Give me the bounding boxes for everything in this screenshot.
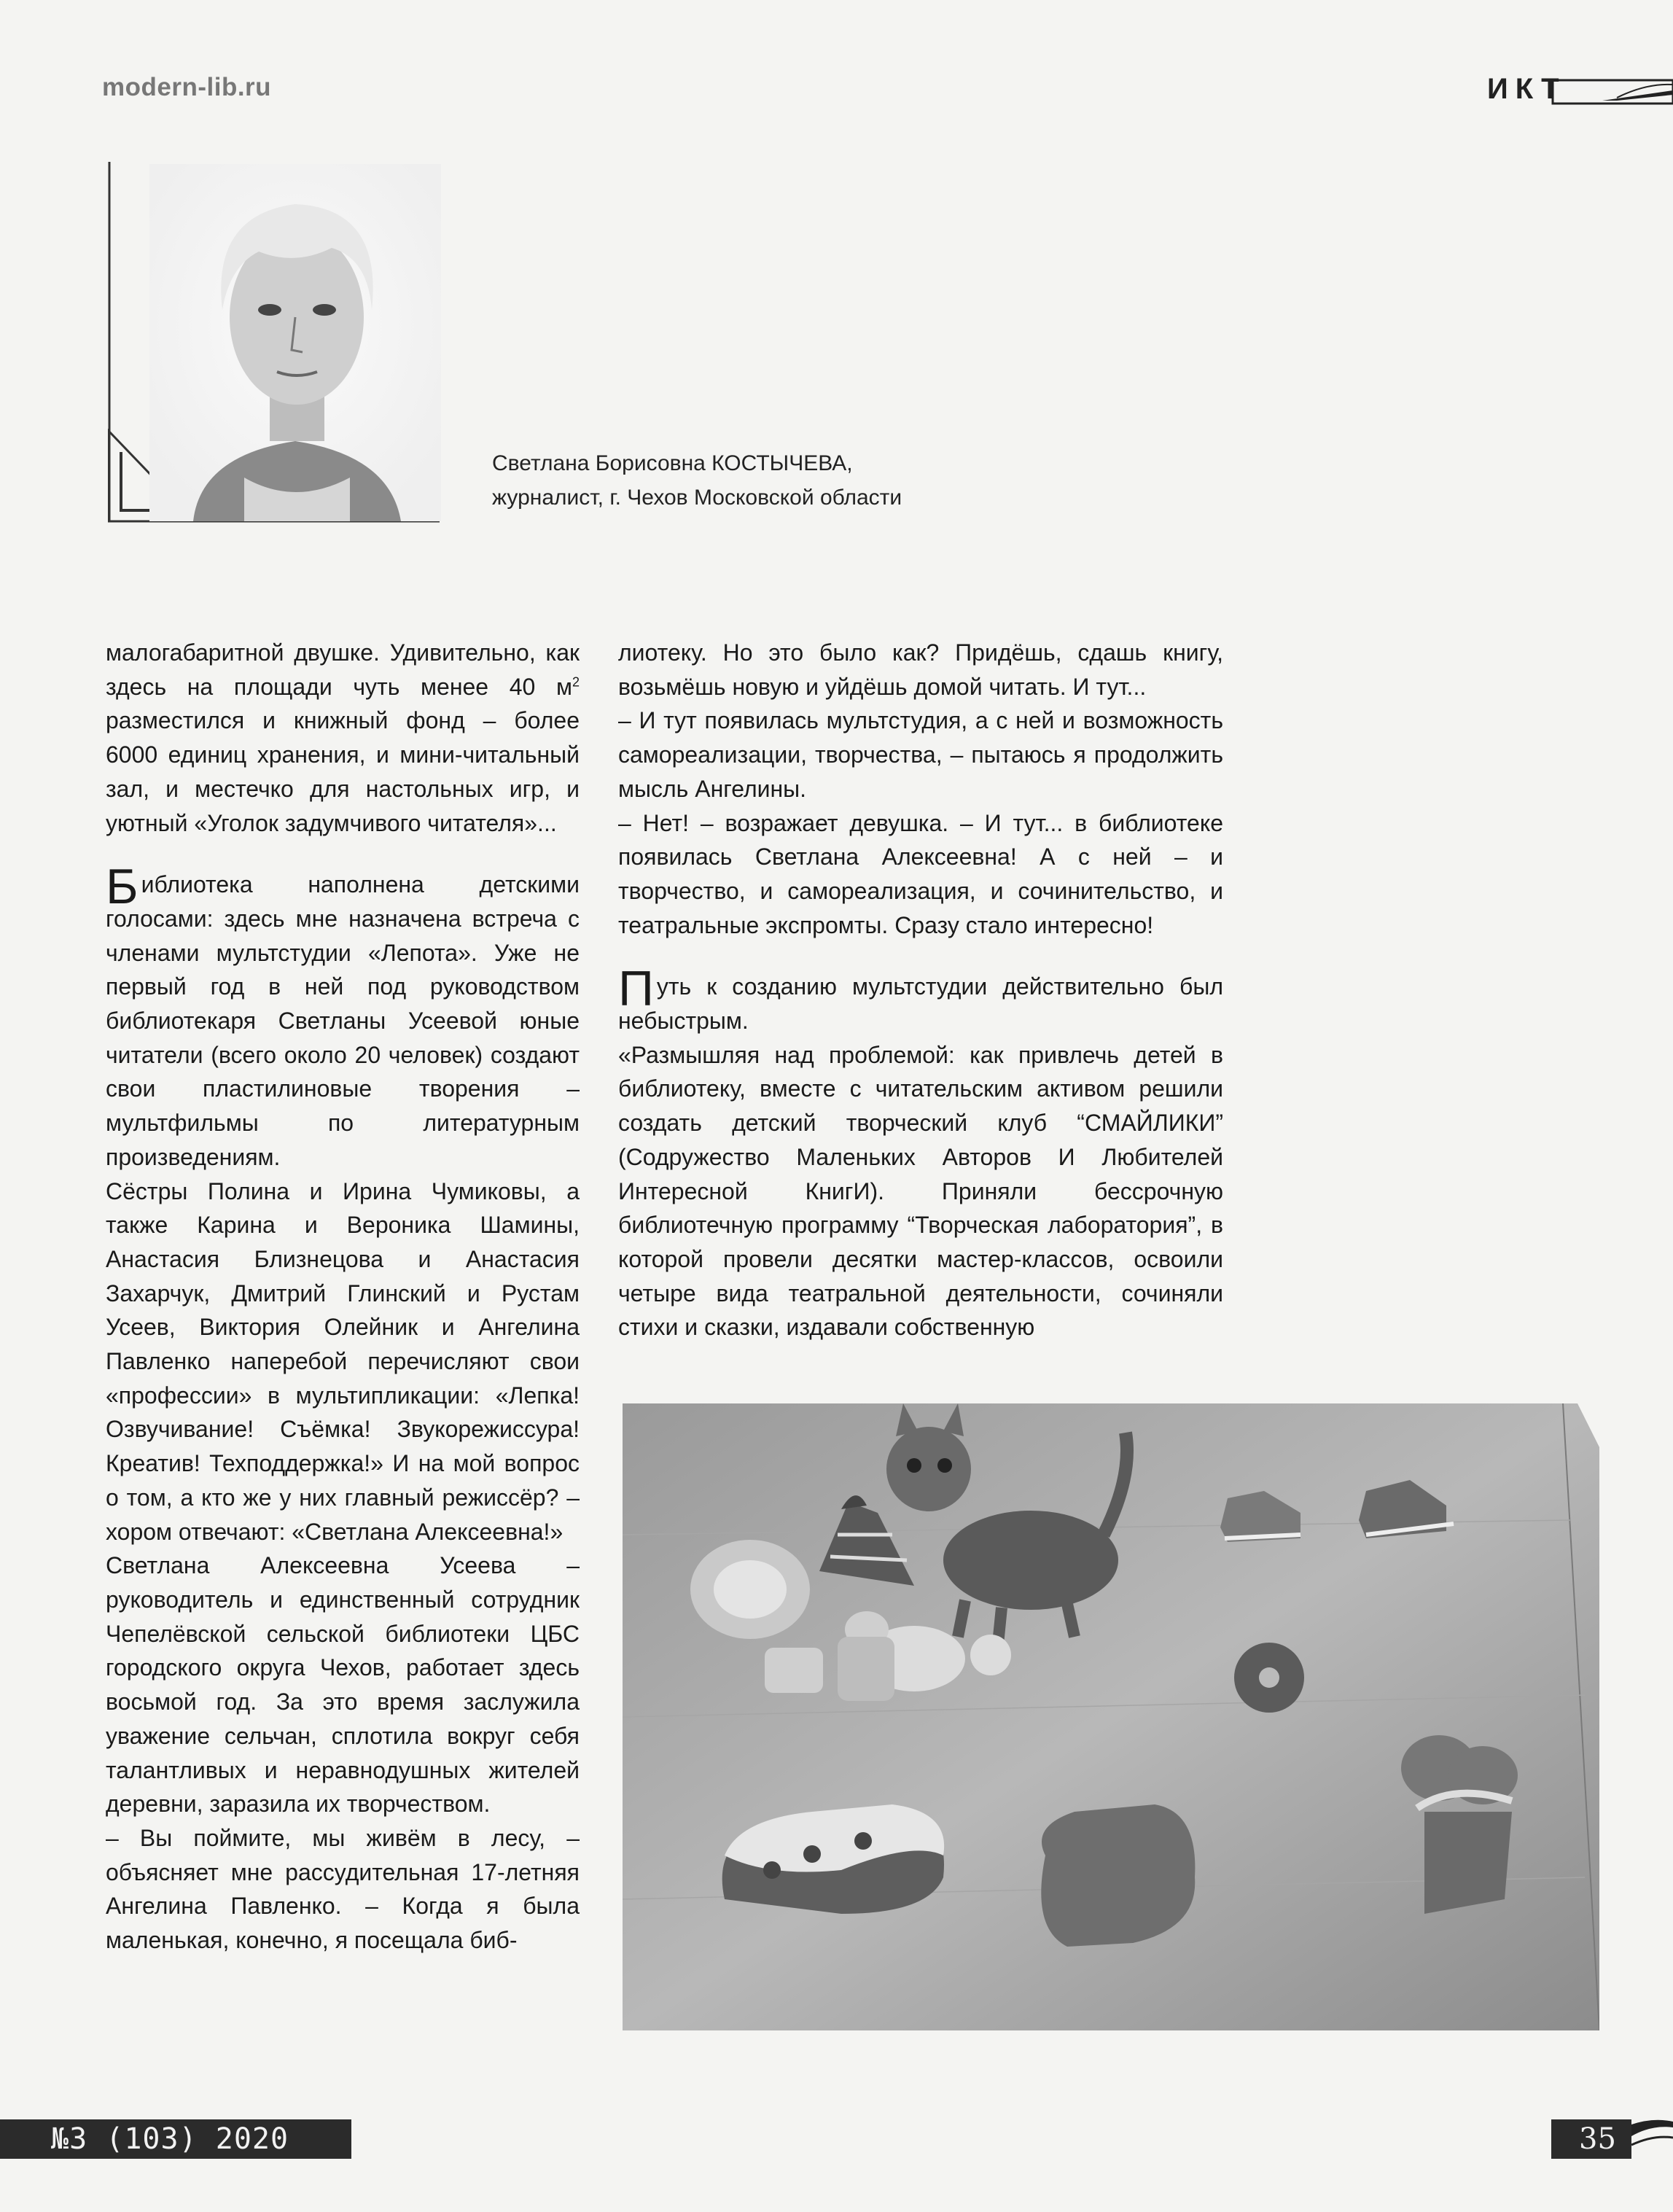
page-number: 35 xyxy=(1579,2122,1616,2156)
author-position: журналист, г. Чехов Московской области xyxy=(492,486,902,510)
paragraph: лиотеку. Но это было как? Придёшь, сдашь книгу, возьмёшь новую и уйдёшь домой читать. И тут... xyxy=(618,639,1223,700)
author-portrait xyxy=(149,164,441,521)
paragraph: Светлана Алексеевна Усеева – руководитель и единственный сотрудник Чепелёвской сельской библиотеки ЦБС городского округа Чехов, работает здесь восьмой год. За это время заслужила уважение сельчан, сплотила вокруг себя талантливых и неравнодушных жителей деревни, заразила их творчеством. xyxy=(106,1552,580,1818)
drop-cap: П xyxy=(618,961,654,1017)
author-credit xyxy=(492,446,902,515)
page-number-badge xyxy=(1551,2119,1631,2159)
text-column-right xyxy=(618,636,1223,1344)
site-url: modern-lib.ru xyxy=(102,73,272,101)
issue-number: №3 (103) 2020 xyxy=(51,2122,289,2156)
paragraph: – Вы поймите, мы живём в лесу, – объясняет мне рассудительная 17-летняя Ангелина Павленко. – Когда я была маленькая, конечно, я посещала биб- xyxy=(106,1824,580,1954)
author-name: Светлана Борисовна КОСТЫЧЕВА, xyxy=(492,451,853,475)
paragraph: малогабаритной двушке. Удивительно, как здесь на площади чуть менее 40 $м^2$ разместился и книжный фонд – более 6000 единиц хранения, и мини-читальный зал, и местечко для настольных игр, и уютный «Уголок задумчивого читателя»... xyxy=(106,639,580,836)
issue-badge xyxy=(0,2119,351,2159)
section-decoration xyxy=(1551,76,1673,108)
text-column-left xyxy=(106,636,580,1958)
paragraph: – Нет! – возражает девушка. – И тут... в библиотеке появилась Светлана Алексеевна! А с ней – и творчество, и самореализация, и сочинительство, и театральные экспромты. Сразу стало интересно! xyxy=(618,809,1223,938)
drop-cap: Б xyxy=(106,859,139,915)
paragraph: Путь к созданию мультстудии действительно был небыстрым. xyxy=(618,961,1223,1035)
plasticine-figures-photo xyxy=(623,1403,1599,2030)
paragraph: – И тут появилась мультстудия, а с ней и возможность самореализации, творчества, – пытаюсь я продолжить мысль Ангелины. xyxy=(618,707,1223,802)
section-label: ИКТ xyxy=(1487,73,1567,105)
page-corner-decoration xyxy=(1631,2114,1673,2165)
paragraph: Сёстры Полина и Ирина Чумиковы, а также Карина и Вероника Шамины, Анастасия Близнецова и Анастасия Захарчук, Дмитрий Глинский и Рустам Усеев, Виктория Олейник и Ангелина Павленко наперебой перечисляют свои «профессии» в мультипликации: «Лепка! Озвучивание! Съёмка! Звукорежиссура! Креатив! Техподдержка!» И на мой вопрос о том, а кто же у них главный режиссёр? – хором отвечают: «Светлана Алексеевна!» xyxy=(106,1177,580,1545)
paragraph: Библиотека наполнена детскими голосами: здесь мне назначена встреча с членами мультстудии «Лепота». Уже не первый год в ней под руководством библиотекаря Светланы Усеевой юные читатели (всего около 20 человек) создают свои пластилиновые творения – мультфильмы по литературным произведениям. xyxy=(106,859,580,1170)
paragraph: «Размышляя над проблемой: как привлечь детей в библиотеку, вместе с читательским активом решили создать детский творческий клуб “СМАЙЛИКИ” (Содружество Маленьких Авторов И Любителей Интересной КнигИ). Приняли бессрочную библиотечную программу “Творческая лаборатория”, в которой провели десятки мастер-классов, освоили четыре вида театральной деятельности, сочиняли стихи и сказки, издавали собственную xyxy=(618,1041,1223,1341)
